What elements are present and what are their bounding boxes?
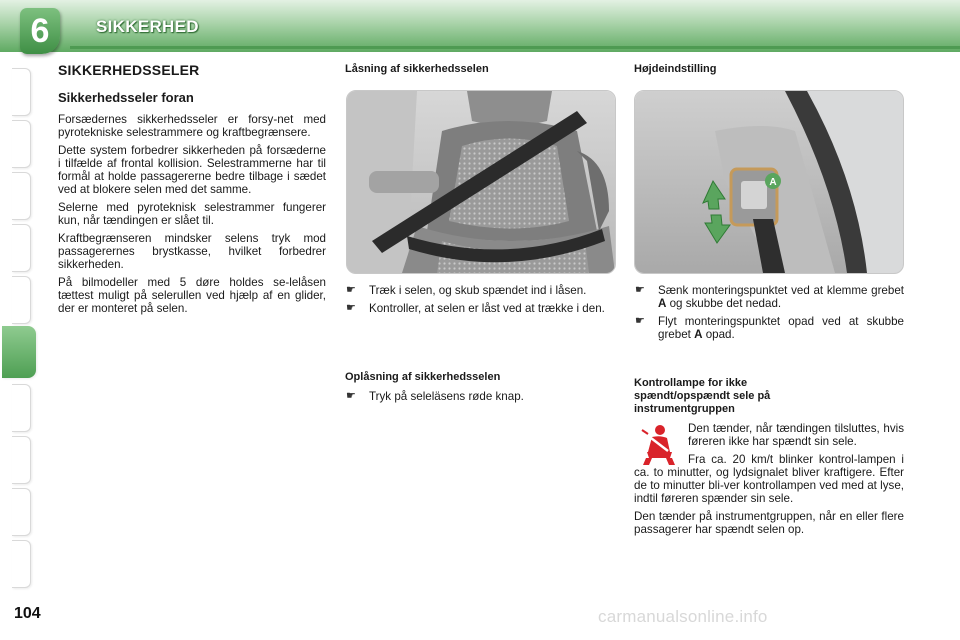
instruction-text: Kontroller, at selen er låst ved at trække i den. xyxy=(369,302,605,315)
middle-column-heading xyxy=(345,60,615,76)
instruction-text: Træk i selen, og skub spændet ind i låsen. xyxy=(369,284,587,297)
subsection-title: Sikkerhedsseler foran xyxy=(58,90,194,105)
header-rule xyxy=(70,46,960,49)
chapter-tab-6-active[interactable] xyxy=(2,326,36,378)
height-adjust-illustration xyxy=(635,91,903,273)
paragraph: Forsædernes sikkerhedsseler er forsy-net med pyrotekniske selestrammere og kraftbegrænsere. xyxy=(58,113,326,139)
paragraph: Fra ca. 20 km/t blinker kontrol-lampen i ca. to minutter, og lydsignalet bliver kraftigere. Efter de to minutter bli-ver kontrollampen ved med at lyse, indtil føreren spænder sin sele. xyxy=(634,453,904,505)
instruction-item xyxy=(345,302,615,315)
chapter-title: SIKKERHED xyxy=(96,17,199,36)
paragraph: Den tænder på instrumentgruppen, når en eller flere passagerer har spændt selen op. xyxy=(634,510,904,536)
chapter-tab-1[interactable] xyxy=(12,68,31,116)
height-instructions xyxy=(634,284,904,346)
page-number: 104 xyxy=(14,605,41,622)
unlock-section xyxy=(345,368,615,408)
height-adjust-photo xyxy=(634,90,904,274)
instruction-text-b: og skubbe det nedad. xyxy=(666,297,782,310)
instruction-text-a: Sænk monteringspunktet ved at klemme grebet xyxy=(658,284,904,297)
section-title: SIKKERHEDSSELER xyxy=(58,62,200,78)
chapter-tab-2[interactable] xyxy=(12,120,31,168)
grip-label: A xyxy=(658,297,667,310)
chapter-tab-3[interactable] xyxy=(12,172,31,220)
warning-lamp-block xyxy=(634,422,904,536)
chapter-tab-9[interactable] xyxy=(12,488,31,536)
instruction-item xyxy=(345,390,615,403)
pointing-hand-icon: ☛ xyxy=(346,284,356,296)
instruction-text-a: Flyt monteringspunktet opad ved at skubbe grebet xyxy=(658,315,904,341)
chapter-tab-strip xyxy=(0,60,34,580)
chapter-number-badge: 6 xyxy=(20,8,60,54)
chapter-tab-5[interactable] xyxy=(12,276,31,324)
left-column xyxy=(58,60,326,320)
paragraph: Kraftbegrænseren mindsker selens tryk mod passagerernes brystkasse, hvilket forbedrer sikkerheden. xyxy=(58,232,326,271)
seatbelt-warning-icon xyxy=(638,424,678,466)
seat-belt-illustration xyxy=(347,91,615,273)
pointing-hand-icon: ☛ xyxy=(346,390,356,402)
instruction-item xyxy=(345,284,615,297)
warning-lamp-section xyxy=(634,374,904,541)
pointing-hand-icon: ☛ xyxy=(635,315,645,327)
paragraph: Den tænder, når tændingen tilsluttes, hvis føreren ikke har spændt sin sele. xyxy=(688,422,904,448)
chapter-tab-8[interactable] xyxy=(12,436,31,484)
height-adjust-heading: Højdeindstilling xyxy=(634,63,717,75)
chapter-tab-4[interactable] xyxy=(12,224,31,272)
right-column-heading xyxy=(634,60,904,76)
warning-lamp-heading: Kontrollampe for ikke spændt/opspændt sele på instrumentgruppen xyxy=(634,377,771,415)
paragraph: Selerne med pyroteknisk selestrammer fungerer kun, når tændingen er slået til. xyxy=(58,201,326,227)
chapter-tab-10[interactable] xyxy=(12,540,31,588)
instruction-item xyxy=(634,284,904,310)
label-a: A xyxy=(769,177,777,188)
instruction-text-b: opad. xyxy=(702,328,735,341)
lock-instructions xyxy=(345,284,615,320)
watermark: carmanualsonline.info xyxy=(598,607,768,626)
unlock-heading: Oplåsning af sikkerhedsselen xyxy=(345,371,501,383)
pointing-hand-icon: ☛ xyxy=(635,284,645,296)
seat-belt-photo xyxy=(346,90,616,274)
paragraph: På bilmodeller med 5 døre holdes se-lelåsen tættest muligt på selerullen ved hjælp af en glider, der er monteret på selen. xyxy=(58,276,326,315)
chapter-tab-7[interactable] xyxy=(12,384,31,432)
grip-label: A xyxy=(694,328,703,341)
lock-heading: Låsning af sikkerhedsselen xyxy=(345,63,489,75)
pointing-hand-icon: ☛ xyxy=(346,302,356,314)
instruction-text: Tryk på seleläsens røde knap. xyxy=(369,390,524,403)
paragraph: Dette system forbedrer sikkerheden på forsæderne i tilfælde af frontal kollision. Selestrammerne har til formål at holde passagererne bedre tilbage i sædet ved at blokere selen med det samme. xyxy=(58,144,326,196)
instruction-item xyxy=(634,315,904,341)
